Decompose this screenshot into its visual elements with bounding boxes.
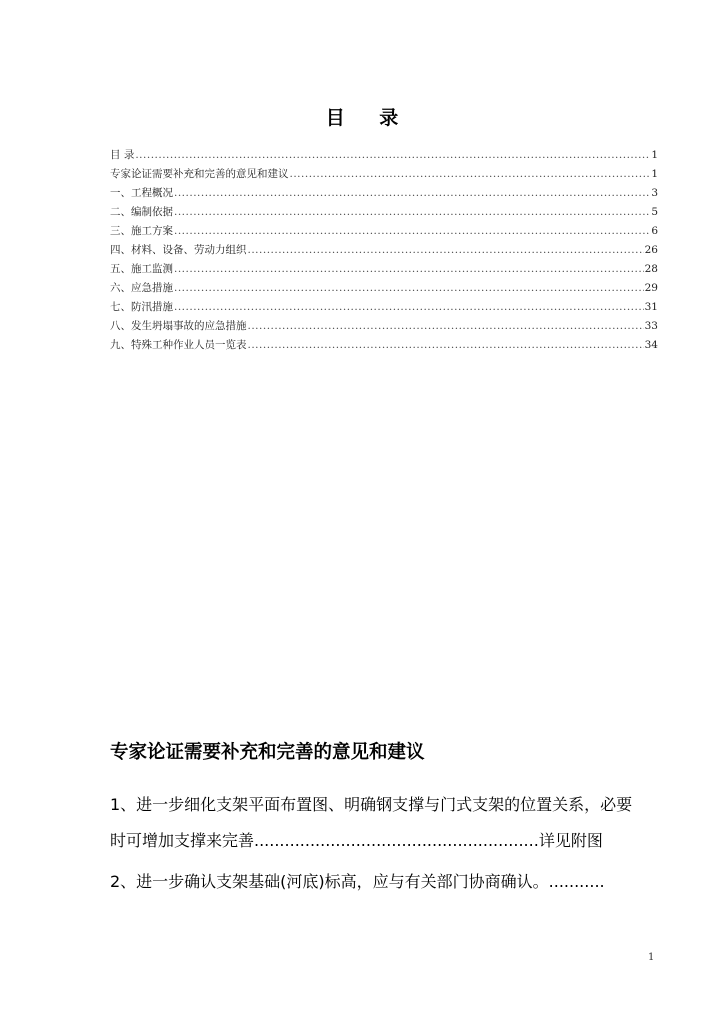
toc-entry-label: 九、特殊工种作业人员一览表 xyxy=(110,339,247,351)
toc-entry-label: 七、防汛措施 xyxy=(110,301,173,313)
page-number: 1 xyxy=(648,952,655,963)
toc-entry-page: 1 xyxy=(651,149,658,161)
toc-entry-label: 三、施工方案 xyxy=(110,225,173,237)
toc-entry[interactable] xyxy=(110,203,658,222)
toc-entry-page: 29 xyxy=(644,282,658,294)
toc-entry-page: 5 xyxy=(651,206,658,218)
toc-leader-dots xyxy=(248,317,644,336)
toc-entry-label: 六、应急措施 xyxy=(110,282,173,294)
toc-leader-dots xyxy=(248,241,644,260)
toc-entry-label: 四、材料、设备、劳动力组织 xyxy=(110,244,247,256)
toc-entry-page: 26 xyxy=(644,244,658,256)
toc-entry-label: 一、工程概况 xyxy=(110,187,173,199)
toc-entry[interactable] xyxy=(110,317,658,336)
toc-entry[interactable] xyxy=(110,241,658,260)
toc-entry-page: 28 xyxy=(644,263,658,275)
toc-title: 目 录 xyxy=(325,107,413,129)
toc-leader-dots xyxy=(290,165,651,184)
toc-leader-dots xyxy=(174,184,650,203)
toc-leader-dots xyxy=(135,146,650,165)
toc-entry-page: 31 xyxy=(644,301,658,313)
toc-entry-page: 34 xyxy=(644,339,658,351)
opinion-item-1-line-1: 1、进一步细化支架平面布置图、明确钢支撑与门式支架的位置关系，必要 xyxy=(110,795,633,814)
toc-leader-dots xyxy=(174,203,650,222)
toc-entry-page: 1 xyxy=(651,168,658,180)
toc-entry[interactable] xyxy=(110,260,658,279)
toc-leader-dots xyxy=(174,222,650,241)
opinion-item-2: 2、进一步确认支架基础(河底)标高，应与有关部门协商确认。........... xyxy=(110,872,605,891)
toc-entry[interactable] xyxy=(110,146,658,165)
toc-leader-dots xyxy=(174,260,644,279)
toc-entry[interactable] xyxy=(110,222,658,241)
toc-entry-label: 五、施工监测 xyxy=(110,263,173,275)
toc-entry-page: 3 xyxy=(651,187,658,199)
toc-entry[interactable] xyxy=(110,298,658,317)
toc-entry-label: 目 录 xyxy=(110,149,135,161)
toc-leader-dots xyxy=(174,279,644,298)
toc-entry[interactable] xyxy=(110,184,658,203)
toc-entry-page: 33 xyxy=(644,320,658,332)
toc-entry[interactable] xyxy=(110,336,658,355)
toc-leader-dots xyxy=(174,298,644,317)
toc-leader-dots xyxy=(248,336,644,355)
toc-entry-page: 6 xyxy=(651,225,658,237)
opinion-item-1-line-2: 时可增加支撑来完善........................................................详见附图 xyxy=(110,831,603,850)
toc-entry[interactable] xyxy=(110,279,658,298)
table-of-contents xyxy=(110,146,658,355)
toc-entry-label: 二、编制依据 xyxy=(110,206,173,218)
toc-entry[interactable] xyxy=(110,165,658,184)
section-heading: 专家论证需要补充和完善的意见和建议 xyxy=(110,742,425,763)
toc-entry-label: 专家论证需要补充和完善的意见和建议 xyxy=(110,168,289,180)
toc-entry-label: 八、发生坍塌事故的应急措施 xyxy=(110,320,247,332)
